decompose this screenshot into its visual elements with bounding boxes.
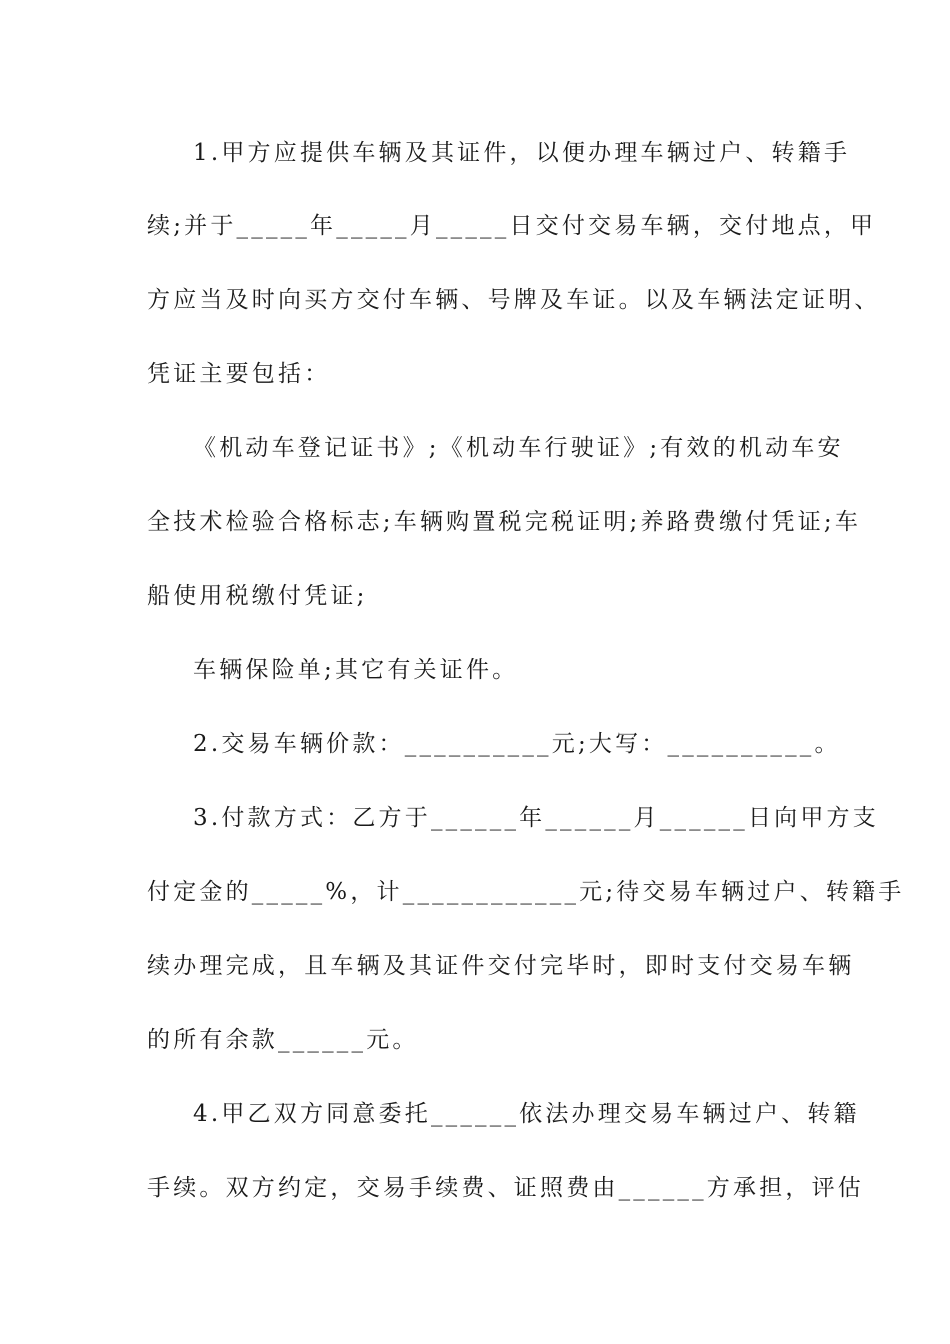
text-line: 续;并于_____年_____月_____日交付交易车辆，交付地点，甲 <box>147 213 877 239</box>
text-line: 4.甲乙双方同意委托______依法办理交易车辆过户、转籍 <box>193 1101 860 1127</box>
text-line: 船使用税缴付凭证; <box>147 583 368 609</box>
text-line: 续办理完成，且车辆及其证件交付完毕时，即时支付交易车辆 <box>147 953 855 979</box>
text-line: 3.付款方式：乙方于______年______月______日向甲方支 <box>193 805 879 831</box>
text-line: 手续。双方约定，交易手续费、证照费由______方承担，评估 <box>147 1175 864 1201</box>
text-line: 付定金的_____%，计____________元;待交易车辆过户、转籍手 <box>147 879 905 905</box>
text-line: 1.甲方应提供车辆及其证件，以便办理车辆过户、转籍手 <box>193 140 851 166</box>
text-line: 的所有余款______元。 <box>147 1027 419 1053</box>
text-line: 车辆保险单;其它有关证件。 <box>193 657 519 683</box>
text-line: 2.交易车辆价款：__________元;大写：__________。 <box>193 731 841 757</box>
text-line: 全技术检验合格标志;车辆购置税完税证明;养路费缴付凭证;车 <box>147 509 862 535</box>
text-line: 方应当及时向买方交付车辆、号牌及车证。以及车辆法定证明、 <box>147 287 881 313</box>
text-line: 《机动车登记证书》;《机动车行驶证》;有效的机动车安 <box>193 435 844 461</box>
text-line: 凭证主要包括： <box>147 361 331 387</box>
